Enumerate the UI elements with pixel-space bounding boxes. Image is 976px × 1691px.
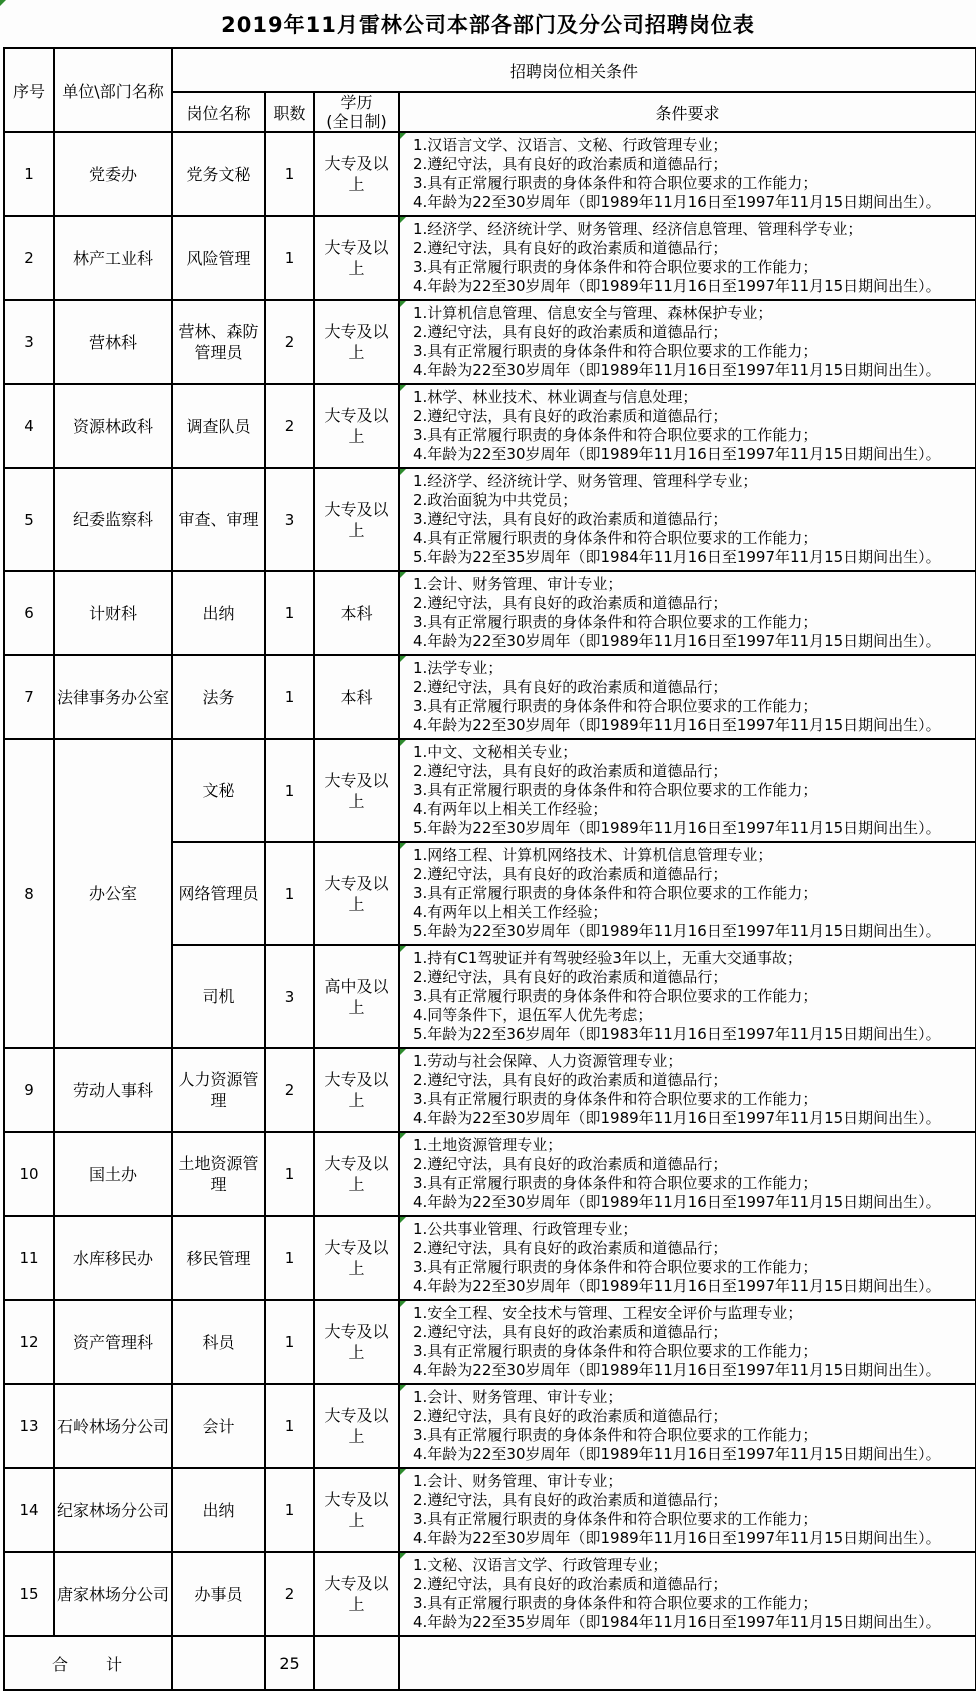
table-row — [4, 132, 976, 216]
requirement-line: 3.具有正常履行职责的身体条件和符合职位要求的工作能力； — [413, 781, 818, 799]
position-cell: 土地资源管理 — [172, 1132, 265, 1216]
comment-marker-icon — [400, 1553, 406, 1559]
requirement-line: 3.具有正常履行职责的身体条件和符合职位要求的工作能力； — [413, 697, 818, 715]
seq-cell: 2 — [4, 216, 54, 300]
comment-marker-icon — [400, 1049, 406, 1055]
requirement-line: 4.年龄为22至30岁周年（即1989年11月16日至1997年11月15日期间出生）。 — [413, 632, 941, 650]
table-row — [4, 1216, 976, 1300]
seq-cell: 11 — [4, 1216, 54, 1300]
requirement-line: 1.持有C1驾驶证并有驾驶经验3年以上，无重大交通事故； — [413, 949, 802, 967]
seq-cell: 5 — [4, 468, 54, 571]
requirement-line: 5.年龄为22至30岁周年（即1989年11月16日至1997年11月15日期间出生）。 — [413, 819, 941, 837]
table-row — [4, 216, 976, 300]
header-education — [314, 92, 399, 132]
seq-cell: 8 — [4, 739, 54, 1048]
requirement-line: 5.年龄为22至30岁周年（即1989年11月16日至1997年11月15日期间出生）。 — [413, 922, 941, 940]
count-cell: 1 — [265, 739, 314, 842]
recruitment-table — [3, 47, 976, 1691]
table-row — [4, 655, 976, 739]
count-cell: 2 — [265, 384, 314, 468]
seq-cell: 6 — [4, 571, 54, 655]
unit-cell: 党委办 — [54, 132, 172, 216]
comment-marker-icon — [400, 1469, 406, 1475]
unit-cell: 计财科 — [54, 571, 172, 655]
unit-cell: 办公室 — [54, 739, 172, 1048]
position-cell: 文秘 — [172, 739, 265, 842]
requirement-line: 4.年龄为22至35岁周年（即1984年11月16日至1997年11月15日期间出生）。 — [413, 1613, 941, 1631]
position-cell: 出纳 — [172, 571, 265, 655]
seq-cell: 1 — [4, 132, 54, 216]
requirements-cell — [399, 384, 976, 468]
requirement-line: 4.年龄为22至30岁周年（即1989年11月16日至1997年11月15日期间出生）。 — [413, 445, 941, 463]
requirement-line: 4.年龄为22至30岁周年（即1989年11月16日至1997年11月15日期间出生）。 — [413, 1193, 941, 1211]
position-cell: 会计 — [172, 1384, 265, 1468]
table-row — [4, 1048, 976, 1132]
requirement-line: 1.会计、财务管理、审计专业； — [413, 575, 623, 593]
education-cell: 大专及以上 — [314, 1048, 399, 1132]
table-row — [4, 300, 976, 384]
requirement-line: 2.政治面貌为中共党员； — [413, 491, 578, 509]
header-position: 岗位名称 — [172, 92, 265, 132]
unit-cell: 林产工业科 — [54, 216, 172, 300]
comment-marker-icon — [400, 1385, 406, 1391]
count-cell: 1 — [265, 216, 314, 300]
unit-cell: 法律事务办公室 — [54, 655, 172, 739]
requirement-line: 1.林学、林业技术、林业调查与信息处理； — [413, 388, 698, 406]
requirement-line: 2.遵纪守法，具有良好的政治素质和道德品行； — [413, 594, 728, 612]
education-cell: 大专及以上 — [314, 739, 399, 842]
position-cell: 出纳 — [172, 1468, 265, 1552]
comment-marker-icon — [400, 740, 406, 746]
requirements-cell — [399, 1216, 976, 1300]
education-cell: 大专及以上 — [314, 300, 399, 384]
position-cell: 调查队员 — [172, 384, 265, 468]
requirement-line: 3.具有正常履行职责的身体条件和符合职位要求的工作能力； — [413, 1510, 818, 1528]
requirements-cell — [399, 739, 976, 842]
table-row — [4, 1468, 976, 1552]
position-cell: 党务文秘 — [172, 132, 265, 216]
comment-marker-icon — [400, 656, 406, 662]
requirement-line: 3.具有正常履行职责的身体条件和符合职位要求的工作能力； — [413, 426, 818, 444]
position-cell: 网络管理员 — [172, 842, 265, 945]
table-row — [4, 739, 976, 842]
unit-cell: 唐家林场分公司 — [54, 1552, 172, 1636]
seq-cell: 15 — [4, 1552, 54, 1636]
requirement-line: 1.土地资源管理专业； — [413, 1136, 563, 1154]
requirement-line: 3.具有正常履行职责的身体条件和符合职位要求的工作能力； — [413, 1342, 818, 1360]
requirement-line: 2.遵纪守法，具有良好的政治素质和道德品行； — [413, 323, 728, 341]
total-row — [4, 1636, 976, 1690]
header-seq: 序号 — [4, 48, 54, 132]
header-count: 职数 — [265, 92, 314, 132]
requirement-line: 3.具有正常履行职责的身体条件和符合职位要求的工作能力； — [413, 258, 818, 276]
total-count-cell: 25 — [265, 1636, 314, 1690]
position-cell: 移民管理 — [172, 1216, 265, 1300]
unit-cell: 资源林政科 — [54, 384, 172, 468]
requirement-line: 5.年龄为22至35岁周年（即1984年11月16日至1997年11月15日期间出生）。 — [413, 548, 941, 566]
requirement-line: 2.遵纪守法，具有良好的政治素质和道德品行； — [413, 678, 728, 696]
education-cell: 本科 — [314, 571, 399, 655]
requirement-line: 2.遵纪守法，具有良好的政治素质和道德品行； — [413, 1155, 728, 1173]
requirements-cell — [399, 1132, 976, 1216]
comment-marker-icon — [400, 133, 406, 139]
total-requirements-cell — [399, 1636, 976, 1690]
count-cell: 1 — [265, 842, 314, 945]
requirement-line: 4.年龄为22至30岁周年（即1989年11月16日至1997年11月15日期间出生）。 — [413, 716, 941, 734]
education-cell: 大专及以上 — [314, 1216, 399, 1300]
unit-cell: 水库移民办 — [54, 1216, 172, 1300]
education-cell: 高中及以上 — [314, 945, 399, 1048]
requirement-line: 2.遵纪守法，具有良好的政治素质和道德品行； — [413, 1071, 728, 1089]
header-conditions-group: 招聘岗位相关条件 — [172, 48, 976, 92]
requirement-line: 1.法学专业； — [413, 659, 503, 677]
requirement-line: 2.遵纪守法，具有良好的政治素质和道德品行； — [413, 762, 728, 780]
count-cell: 1 — [265, 132, 314, 216]
education-cell: 大专及以上 — [314, 384, 399, 468]
requirement-line: 3.具有正常履行职责的身体条件和符合职位要求的工作能力； — [413, 1090, 818, 1108]
requirement-line: 4.年龄为22至30岁周年（即1989年11月16日至1997年11月15日期间出生）。 — [413, 1529, 941, 1547]
requirement-line: 1.网络工程、计算机网络技术、计算机信息管理专业； — [413, 846, 773, 864]
requirement-line: 2.遵纪守法，具有良好的政治素质和道德品行； — [413, 968, 728, 986]
table-row — [4, 1384, 976, 1468]
count-cell: 1 — [265, 571, 314, 655]
requirements-cell — [399, 300, 976, 384]
position-cell: 科员 — [172, 1300, 265, 1384]
requirements-cell — [399, 1048, 976, 1132]
table-row — [4, 571, 976, 655]
requirement-line: 2.遵纪守法，具有良好的政治素质和道德品行； — [413, 239, 728, 257]
count-cell: 3 — [265, 468, 314, 571]
total-position-cell — [172, 1636, 265, 1690]
requirement-line: 1.公共事业管理、行政管理专业； — [413, 1220, 638, 1238]
unit-cell: 营林科 — [54, 300, 172, 384]
unit-cell: 石岭林场分公司 — [54, 1384, 172, 1468]
header-row-1 — [4, 48, 976, 92]
unit-cell: 劳动人事科 — [54, 1048, 172, 1132]
unit-cell: 资产管理科 — [54, 1300, 172, 1384]
requirement-line: 4.有两年以上相关工作经验； — [413, 903, 608, 921]
requirements-cell — [399, 1552, 976, 1636]
requirement-line: 4.年龄为22至30岁周年（即1989年11月16日至1997年11月15日期间出生）。 — [413, 1277, 941, 1295]
table-row — [4, 468, 976, 571]
requirement-line: 1.经济学、经济统计学、财务管理、经济信息管理、管理科学专业； — [413, 220, 863, 238]
requirement-line: 1.会计、财务管理、审计专业； — [413, 1472, 623, 1490]
requirement-line: 3.具有正常履行职责的身体条件和符合职位要求的工作能力； — [413, 613, 818, 631]
requirements-cell — [399, 132, 976, 216]
table-header — [4, 48, 976, 132]
count-cell: 1 — [265, 1384, 314, 1468]
comment-marker-icon — [400, 217, 406, 223]
requirements-cell — [399, 1468, 976, 1552]
seq-cell: 9 — [4, 1048, 54, 1132]
education-cell: 大专及以上 — [314, 1132, 399, 1216]
requirement-line: 1.会计、财务管理、审计专业； — [413, 1388, 623, 1406]
seq-cell: 13 — [4, 1384, 54, 1468]
table-row — [4, 1300, 976, 1384]
comment-marker-icon — [400, 843, 406, 849]
seq-cell: 10 — [4, 1132, 54, 1216]
requirement-line: 1.计算机信息管理、信息安全与管理、森林保护专业； — [413, 304, 773, 322]
requirement-line: 3.具有正常履行职责的身体条件和符合职位要求的工作能力； — [413, 1174, 818, 1192]
position-cell: 司机 — [172, 945, 265, 1048]
requirement-line: 3.具有正常履行职责的身体条件和符合职位要求的工作能力； — [413, 174, 818, 192]
seq-cell: 4 — [4, 384, 54, 468]
count-cell: 1 — [265, 1300, 314, 1384]
requirements-cell — [399, 655, 976, 739]
seq-cell: 7 — [4, 655, 54, 739]
requirement-line: 2.遵纪守法，具有良好的政治素质和道德品行； — [413, 1407, 728, 1425]
requirement-line: 2.遵纪守法，具有良好的政治素质和道德品行； — [413, 1239, 728, 1257]
count-cell: 1 — [265, 1132, 314, 1216]
header-requirements: 条件要求 — [399, 92, 976, 132]
requirements-cell — [399, 571, 976, 655]
position-cell: 营林、森防管理员 — [172, 300, 265, 384]
comment-marker-icon — [400, 1133, 406, 1139]
requirements-cell — [399, 1300, 976, 1384]
table-row — [4, 1552, 976, 1636]
requirement-line: 4.年龄为22至30岁周年（即1989年11月16日至1997年11月15日期间出生）。 — [413, 193, 941, 211]
requirement-line: 4.年龄为22至30岁周年（即1989年11月16日至1997年11月15日期间出生）。 — [413, 1361, 941, 1379]
unit-cell: 纪家林场分公司 — [54, 1468, 172, 1552]
count-cell: 2 — [265, 1048, 314, 1132]
education-cell: 大专及以上 — [314, 1552, 399, 1636]
requirement-line: 4.年龄为22至30岁周年（即1989年11月16日至1997年11月15日期间出生）。 — [413, 1445, 941, 1463]
comment-marker-icon — [400, 469, 406, 475]
requirements-cell — [399, 842, 976, 945]
table-row — [4, 1132, 976, 1216]
education-cell: 大专及以上 — [314, 1384, 399, 1468]
header-education-line1: 学历 — [340, 93, 373, 112]
requirement-line: 2.遵纪守法，具有良好的政治素质和道德品行； — [413, 1575, 728, 1593]
requirement-line: 5.年龄为22至36岁周年（即1983年11月16日至1997年11月15日期间出生）。 — [413, 1025, 941, 1043]
education-cell: 本科 — [314, 655, 399, 739]
education-cell: 大专及以上 — [314, 842, 399, 945]
table-row — [4, 384, 976, 468]
requirement-line: 3.具有正常履行职责的身体条件和符合职位要求的工作能力； — [413, 884, 818, 902]
requirement-line: 3.具有正常履行职责的身体条件和符合职位要求的工作能力； — [413, 1594, 818, 1612]
education-cell: 大专及以上 — [314, 216, 399, 300]
unit-cell: 国土办 — [54, 1132, 172, 1216]
requirement-line: 3.遵纪守法，具有良好的政治素质和道德品行； — [413, 510, 728, 528]
education-cell: 大专及以上 — [314, 468, 399, 571]
title-bar — [0, 0, 976, 47]
requirement-line: 4.有两年以上相关工作经验； — [413, 800, 608, 818]
total-label-cell: 合 计 — [4, 1636, 172, 1690]
requirements-cell — [399, 945, 976, 1048]
requirement-line: 1.经济学、经济统计学、财务管理、管理科学专业； — [413, 472, 758, 490]
seq-cell: 14 — [4, 1468, 54, 1552]
table-footer — [4, 1636, 976, 1690]
education-cell: 大专及以上 — [314, 1468, 399, 1552]
position-cell: 人力资源管理 — [172, 1048, 265, 1132]
table-body — [4, 132, 976, 1636]
requirement-line: 2.遵纪守法，具有良好的政治素质和道德品行； — [413, 407, 728, 425]
count-cell: 1 — [265, 655, 314, 739]
count-cell: 2 — [265, 1552, 314, 1636]
requirement-line: 3.具有正常履行职责的身体条件和符合职位要求的工作能力； — [413, 1258, 818, 1276]
comment-marker-icon — [400, 1217, 406, 1223]
requirement-line: 4.年龄为22至30岁周年（即1989年11月16日至1997年11月15日期间出生）。 — [413, 1109, 941, 1127]
requirement-line: 1.文秘、汉语言文学、行政管理专业； — [413, 1556, 668, 1574]
comment-marker-icon — [400, 301, 406, 307]
requirement-line: 2.遵纪守法，具有良好的政治素质和道德品行； — [413, 1491, 728, 1509]
count-cell: 1 — [265, 1216, 314, 1300]
requirements-cell — [399, 468, 976, 571]
requirement-line: 2.遵纪守法，具有良好的政治素质和道德品行； — [413, 865, 728, 883]
position-cell: 审查、审理 — [172, 468, 265, 571]
total-education-cell — [314, 1636, 399, 1690]
unit-cell: 纪委监察科 — [54, 468, 172, 571]
requirement-line: 1.安全工程、安全技术与管理、工程安全评价与监理专业； — [413, 1304, 803, 1322]
comment-marker-icon — [400, 572, 406, 578]
requirement-line: 1.中文、文秘相关专业； — [413, 743, 578, 761]
comment-marker-icon — [400, 1301, 406, 1307]
requirements-cell — [399, 1384, 976, 1468]
requirement-line: 3.具有正常履行职责的身体条件和符合职位要求的工作能力； — [413, 987, 818, 1005]
requirements-cell — [399, 216, 976, 300]
comment-marker-icon — [400, 385, 406, 391]
requirement-line: 1.汉语言文学、汉语言、文秘、行政管理专业； — [413, 136, 728, 154]
seq-cell: 12 — [4, 1300, 54, 1384]
header-education-line2: (全日制) — [326, 112, 387, 131]
requirement-line: 4.具有正常履行职责的身体条件和符合职位要求的工作能力； — [413, 529, 818, 547]
count-cell: 1 — [265, 1468, 314, 1552]
page-title: 2019年11月雷林公司本部各部门及分公司招聘岗位表 — [221, 12, 755, 37]
requirement-line: 1.劳动与社会保障、人力资源管理专业； — [413, 1052, 683, 1070]
count-cell: 2 — [265, 300, 314, 384]
requirement-line: 4.年龄为22至30岁周年（即1989年11月16日至1997年11月15日期间出生）。 — [413, 277, 941, 295]
requirement-line: 3.具有正常履行职责的身体条件和符合职位要求的工作能力； — [413, 342, 818, 360]
position-cell: 法务 — [172, 655, 265, 739]
requirement-line: 2.遵纪守法，具有良好的政治素质和道德品行； — [413, 1323, 728, 1341]
requirement-line: 4.同等条件下，退伍军人优先考虑； — [413, 1006, 653, 1024]
header-unit: 单位\部门名称 — [54, 48, 172, 132]
requirement-line: 3.具有正常履行职责的身体条件和符合职位要求的工作能力； — [413, 1426, 818, 1444]
comment-marker-icon — [0, 0, 6, 6]
requirement-line: 2.遵纪守法，具有良好的政治素质和道德品行； — [413, 155, 728, 173]
education-cell: 大专及以上 — [314, 1300, 399, 1384]
education-cell: 大专及以上 — [314, 132, 399, 216]
position-cell: 办事员 — [172, 1552, 265, 1636]
count-cell: 3 — [265, 945, 314, 1048]
position-cell: 风险管理 — [172, 216, 265, 300]
requirement-line: 4.年龄为22至30岁周年（即1989年11月16日至1997年11月15日期间出生）。 — [413, 361, 941, 379]
comment-marker-icon — [400, 946, 406, 952]
seq-cell: 3 — [4, 300, 54, 384]
